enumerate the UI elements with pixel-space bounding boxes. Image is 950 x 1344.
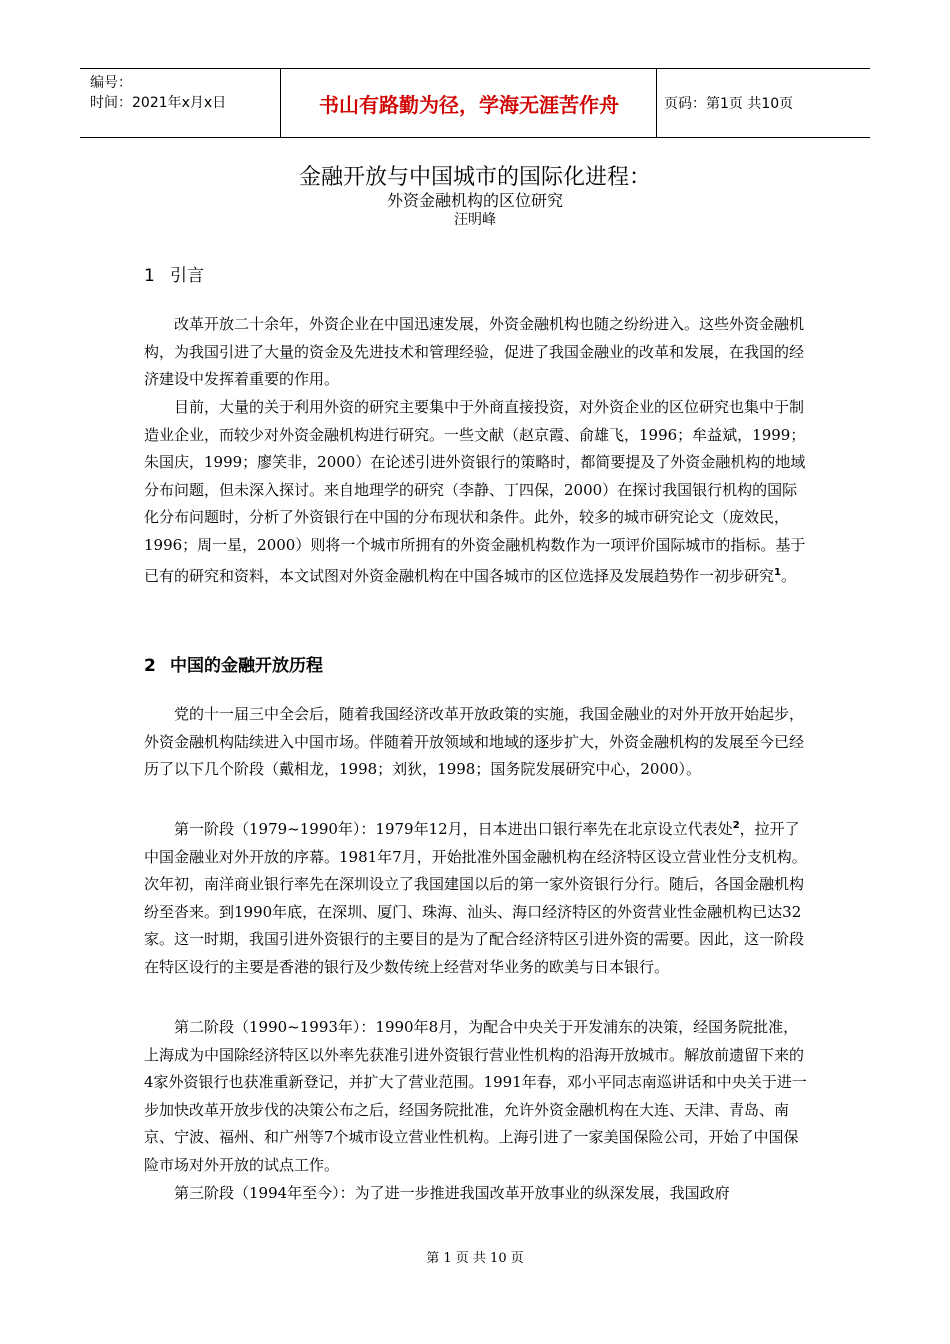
document-subtitle: 外资金融机构的区位研究 <box>386 191 563 210</box>
header-page-info: 页码：第1页 共10页 <box>664 96 794 112</box>
paragraph-stage-2: 第二阶段（1990~1993年）：1990年8月，为配合中央关于开发浦东的决策，经国务院批准，上海成为中国除经济特区以外率先获准引进外资银行营业性机构的沿海开放城市。解放前遗留下来的4家外资银行也获准重新登记，并扩大了营业范围。1991年春，邓小平同志南巡讲话和中央关于进一步加快改革开放步伐的决策公布之后，经国务院批准，允许外资金融机构在大连、天津、青岛、南京、宁波、福州、和广州等7个城市设立营业性机构。上海引进了一家美国保险公司，开始了中国保险市场对外开放的试点工作。 <box>144 1018 807 1174</box>
paragraph-intro-1: 改革开放二十余年，外资企业在中国迅速发展，外资金融机构也随之纷纷进入。这些外资金融机构，为我国引进了大量的资金及先进技术和管理经验，促进了我国金融业的改革和发展，在我国的经济建设中发挥着重要的作用。 <box>144 315 805 388</box>
paragraph-tail: 。 <box>780 567 796 585</box>
section-title: 中国的金融开放历程 <box>170 656 323 676</box>
paragraph-stage-1 <box>144 812 808 981</box>
number-label: 编号： <box>90 75 132 91</box>
document-title: 金融开放与中国城市的国际化进程： <box>298 165 651 190</box>
header-divider <box>656 69 657 137</box>
header-motto: 书山有路勤为径，学海无涯苦作舟 <box>319 92 619 117</box>
paragraph-tail: ，拉开了中国金融业对外开放的序幕。1981年7月，开始批准外国金融机构在经济特区设立营业性分支机构。次年初，南洋商业银行率先在深圳设立了我国建国以后的第一家外资银行分行。随后，各国金融机构纷至沓来。到1990年底，在深圳、厦门、珠海、汕头、海口经济特区的外资营业性金融机构已达32家。这一时期，我国引进外资银行的主要目的是为了配合经济特区引进外资的需要。因此，这一阶段在特区设行的主要是香港的银行及少数传统上经营对华业务的欧美与日本银行。 <box>144 820 807 976</box>
footnote-ref: 1 <box>774 567 781 578</box>
section-title: 引言 <box>170 266 204 286</box>
section-number: 2 <box>144 656 156 676</box>
time-label: 时间：2021年x月x日 <box>90 95 227 111</box>
paragraph-intro-2 <box>144 394 808 591</box>
footnote-ref: 2 <box>732 820 740 831</box>
page-footer: 第 1 页 共 10 页 <box>426 1251 524 1266</box>
paragraph-history-1: 党的十一届三中全会后，随着我国经济改革开放政策的实施，我国金融业的对外开放开始起步，外资金融机构陆续进入中国市场。伴随着开放领域和地域的逐步扩大，外资金融机构的发展至今已经历了以下几个阶段（戴相龙，1998；刘狄，1998；国务院发展研究中心，2000）。 <box>144 705 805 778</box>
header-table <box>80 68 870 138</box>
paragraph-stage-3: 第三阶段（1994年至今）：为了进一步推进我国改革开放事业的纵深发展，我国政府 <box>174 1184 730 1202</box>
section-heading-1 <box>144 261 204 286</box>
paragraph-text: 目前，大量的关于利用外资的研究主要集中于外商直接投资，对外资企业的区位研究也集中于制造业企业，而较少对外资金融机构进行研究。一些文献（赵京霞、俞雄飞，1996；牟益斌，1999；朱国庆，1999；廖笑非，2000）在论述引进外资银行的策略时，都简要提及了外资金融机构的地域分布问题，但未深入探讨。来自地理学的研究（李静、丁四保，2000）在探讨我国银行机构的国际化分布问题时，分析了外资银行在中国的分布现状和条件。此外，较多的城市研究论文（庞效民，1996；周一星，2000）则将一个城市所拥有的外资金融机构数作为一项评价国际城市的指标。基于已有的研究和资料，本文试图对外资金融机构在中国各城市的区位选择及发展趋势作一初步研究 <box>144 398 806 585</box>
section-number: 1 <box>144 266 155 286</box>
header-meta <box>90 73 226 113</box>
section-heading-2 <box>144 651 323 676</box>
document-author: 汪明峰 <box>454 212 496 228</box>
paragraph-text: 第一阶段（1979~1990年）：1979年12月，日本进出口银行率先在北京设立代表处 <box>174 820 733 838</box>
